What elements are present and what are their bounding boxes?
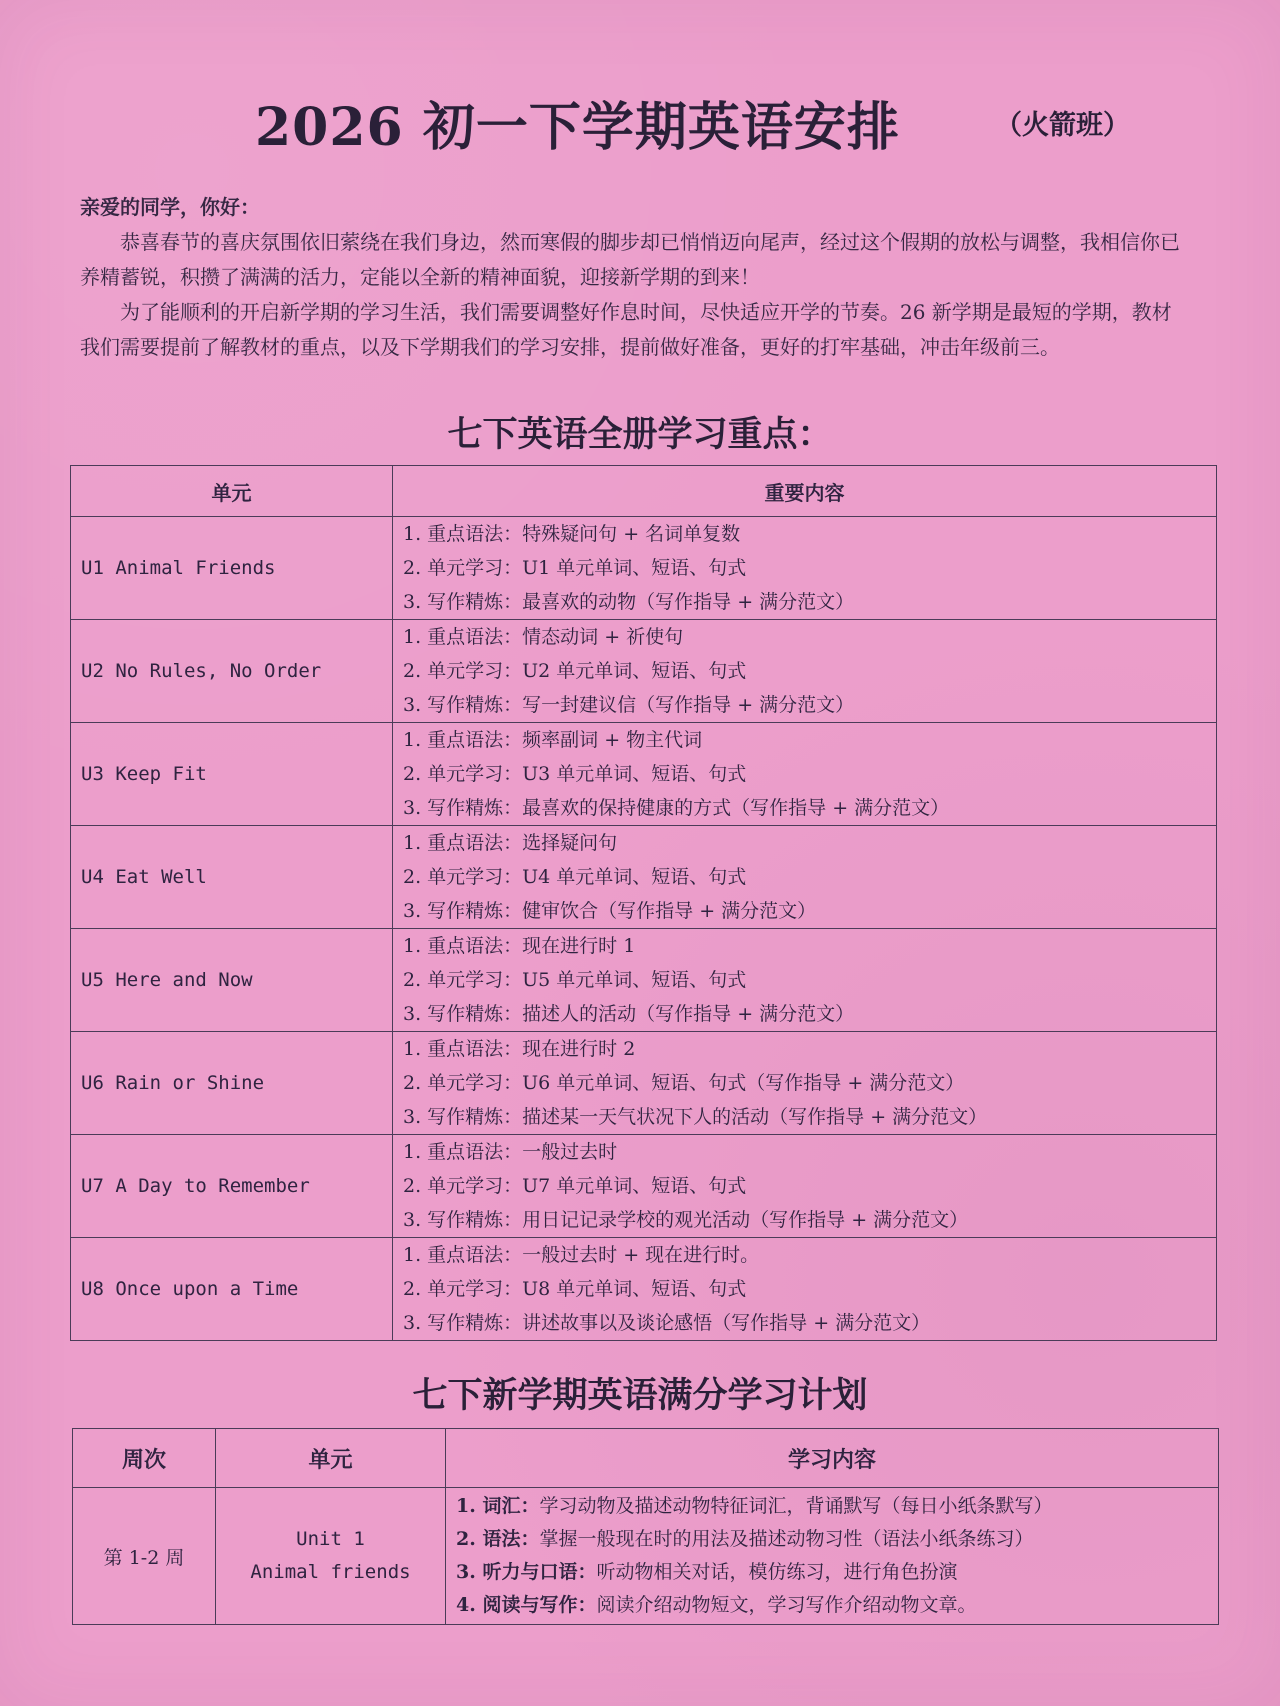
topics-row-u3	[71, 723, 1217, 826]
topic-item: 2. 单元学习：U7 单元单词、短语、句式	[403, 1175, 747, 1197]
topic-item: 3. 写作精炼：最喜欢的保持健康的方式（写作指导 + 满分范文）	[403, 797, 950, 819]
plan-week-header: 周次	[73, 1429, 216, 1488]
greeting-text: 亲爱的同学，你好：	[80, 195, 260, 219]
topic-content-u4	[393, 826, 1217, 929]
topic-item: 3. 写作精炼：描述某一天气状况下人的活动（写作指导 + 满分范文）	[403, 1106, 988, 1128]
topics-row-u4	[71, 826, 1217, 929]
plan-unit-line-2: Animal friends	[250, 1561, 411, 1583]
topic-unit-u2: U2 No Rules, No Order	[71, 620, 393, 723]
topics-row-u5	[71, 929, 1217, 1032]
topic-content-u7	[393, 1135, 1217, 1238]
plan-row-week-1-2	[73, 1488, 1219, 1625]
topic-content-u6	[393, 1032, 1217, 1135]
study-item-label: 1. 词汇：	[456, 1495, 540, 1517]
topic-item: 1. 重点语法：特殊疑问句 + 名词单复数	[403, 523, 741, 545]
study-item-label: 2. 语法：	[456, 1528, 540, 1550]
topic-item: 1. 重点语法：一般过去时 + 现在进行时。	[403, 1244, 760, 1266]
intro-paragraph-1: 恭喜春节的喜庆氛围依旧萦绕在我们身边，然而寒假的脚步却已悄悄迈向尾声，经过这个假期的放松与调整，我相信你已养精蓄锐，积攒了满满的活力，定能以全新的精神面貌，迎接新学期的到来！	[80, 230, 1180, 289]
topics-row-u6	[71, 1032, 1217, 1135]
topic-content-u3	[393, 723, 1217, 826]
topic-item: 3. 写作精炼：健审饮合（写作指导 + 满分范文）	[403, 900, 817, 922]
topic-item: 2. 单元学习：U2 单元单词、短语、句式	[403, 660, 747, 682]
study-item-text: 学习动物及描述动物特征词汇，背诵默写（每日小纸条默写）	[539, 1495, 1053, 1517]
topic-unit-u7: U7 A Day to Remember	[71, 1135, 393, 1238]
plan-header-row	[73, 1429, 1219, 1488]
topic-item: 1. 重点语法：情态动词 + 祈使句	[403, 626, 684, 648]
study-item-label: 3. 听力与口语：	[456, 1561, 597, 1583]
topic-item: 3. 写作精炼：讲述故事以及谈论感悟（写作指导 + 满分范文）	[403, 1312, 931, 1334]
topic-item: 3. 写作精炼：最喜欢的动物（写作指导 + 满分范文）	[403, 591, 855, 613]
study-item	[456, 1523, 1218, 1556]
topics-unit-header: 单元	[71, 466, 393, 517]
topic-item: 2. 单元学习：U8 单元单词、短语、句式	[403, 1278, 747, 1300]
topic-item: 2. 单元学习：U6 单元单词、短语、句式（写作指导 + 满分范文）	[403, 1072, 965, 1094]
plan-unit	[216, 1488, 446, 1625]
topic-item: 1. 重点语法：现在进行时 1	[403, 935, 636, 957]
plan-section-title: 七下新学期英语满分学习计划	[412, 1375, 868, 1416]
topics-section-title: 七下英语全册学习重点：	[447, 414, 833, 455]
study-item-text: 掌握一般现在时的用法及描述动物习性（语法小纸条练习）	[539, 1528, 1034, 1550]
study-item-text: 阅读介绍动物短文，学习写作介绍动物文章。	[596, 1594, 977, 1616]
topic-item: 3. 写作精炼：描述人的活动（写作指导 + 满分范文）	[403, 1003, 855, 1025]
document-title: 2026 初一下学期英语安排	[255, 97, 900, 158]
topic-item: 2. 单元学习：U1 单元单词、短语、句式	[403, 557, 747, 579]
study-item-label: 4. 阅读与写作：	[456, 1594, 597, 1616]
plan-unit-line-1: Unit 1	[296, 1528, 365, 1550]
topic-content-u2	[393, 620, 1217, 723]
study-item	[456, 1490, 1218, 1523]
plan-table	[72, 1428, 1219, 1625]
topic-unit-u8: U8 Once upon a Time	[71, 1238, 393, 1341]
topic-item: 1. 重点语法：选择疑问句	[403, 832, 618, 854]
topic-item: 2. 单元学习：U3 单元单词、短语、句式	[403, 763, 747, 785]
topic-item: 2. 单元学习：U5 单元单词、短语、句式	[403, 969, 747, 991]
plan-study-content	[446, 1488, 1219, 1625]
study-item	[456, 1589, 1218, 1622]
topic-item: 1. 重点语法：现在进行时 2	[403, 1038, 636, 1060]
plan-content-header: 学习内容	[446, 1429, 1219, 1488]
topic-unit-u6: U6 Rain or Shine	[71, 1032, 393, 1135]
topic-unit-u4: U4 Eat Well	[71, 826, 393, 929]
topic-item: 3. 写作精炼：用日记记录学校的观光活动（写作指导 + 满分范文）	[403, 1209, 969, 1231]
topics-content-header: 重要内容	[393, 466, 1217, 517]
topic-unit-u1: U1 Animal Friends	[71, 517, 393, 620]
document-subtitle: （火箭班）	[995, 110, 1130, 141]
study-item	[456, 1556, 1218, 1589]
topics-row-u1	[71, 517, 1217, 620]
topics-header-row	[71, 466, 1217, 517]
topics-row-u8	[71, 1238, 1217, 1341]
study-item-text: 听动物相关对话，模仿练习，进行角色扮演	[596, 1561, 958, 1583]
topic-content-u5	[393, 929, 1217, 1032]
topics-table	[70, 465, 1217, 1341]
topic-content-u1	[393, 517, 1217, 620]
topic-item: 2. 单元学习：U4 单元单词、短语、句式	[403, 866, 747, 888]
plan-week: 第 1-2 周	[73, 1488, 216, 1625]
topic-content-u8	[393, 1238, 1217, 1341]
topic-unit-u5: U5 Here and Now	[71, 929, 393, 1032]
intro-section	[80, 190, 1190, 365]
plan-unit-header: 单元	[216, 1429, 446, 1488]
topics-row-u7	[71, 1135, 1217, 1238]
intro-paragraph-2: 为了能顺利的开启新学期的学习生活，我们需要调整好作息时间，尽快适应开学的节奏。26 新学期是最短的学期，教材我们需要提前了解教材的重点，以及下学期我们的学习安排，提前做好准备，更好的打牢基础，冲击年级前三。	[80, 300, 1172, 359]
topic-item: 1. 重点语法：一般过去时	[403, 1141, 618, 1163]
topic-item: 3. 写作精炼：写一封建议信（写作指导 + 满分范文）	[403, 694, 855, 716]
topic-item: 1. 重点语法：频率副词 + 物主代词	[403, 729, 703, 751]
topic-unit-u3: U3 Keep Fit	[71, 723, 393, 826]
topics-row-u2	[71, 620, 1217, 723]
